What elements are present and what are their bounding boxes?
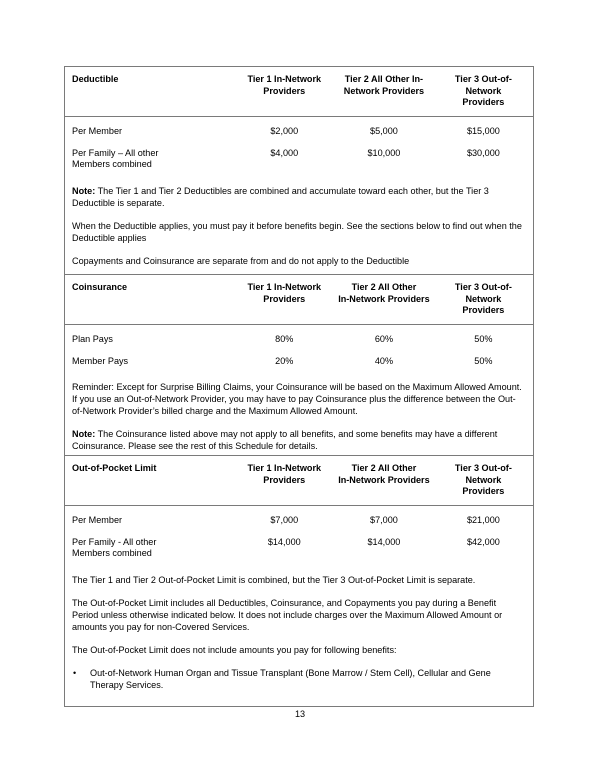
header-line: Tier 2 All Other In- bbox=[344, 74, 424, 84]
header-line: Providers bbox=[263, 474, 306, 485]
header-line: Coinsurance bbox=[72, 282, 128, 292]
header-line: Tier 3 Out-of-Network bbox=[454, 282, 512, 304]
note-lead: Note: bbox=[72, 429, 96, 440]
column-header-tier1 bbox=[234, 67, 334, 116]
note-text: The Out-of-Pocket Limit does not include amounts you pay for following benefits: bbox=[72, 644, 397, 655]
cell-tier2: $7,000 bbox=[370, 514, 398, 525]
column-header-category bbox=[65, 456, 234, 505]
row-label-line: Per Family - All other bbox=[72, 536, 157, 547]
column-header-tier2 bbox=[334, 275, 434, 324]
deductible-table bbox=[65, 67, 533, 173]
table-row bbox=[65, 505, 533, 526]
note-lead: Note: bbox=[72, 186, 96, 197]
page-number: 13 bbox=[294, 709, 306, 719]
table-row bbox=[65, 346, 533, 370]
list-item bbox=[72, 657, 524, 706]
row-label-line: Members combined bbox=[72, 159, 152, 170]
cell-tier2: $10,000 bbox=[367, 147, 401, 158]
row-label bbox=[65, 324, 234, 345]
header-line: Out-of-Pocket Limit bbox=[72, 463, 157, 473]
column-header-tier2 bbox=[334, 67, 434, 116]
column-header-tier3 bbox=[434, 456, 533, 505]
note-text: The Coinsurance listed above may not apply to all benefits, and some benefits may have a different Coinsurance. Please see the rest of this Schedule for details. bbox=[72, 429, 498, 451]
cell-tier3: $21,000 bbox=[466, 514, 500, 525]
column-header-tier3 bbox=[434, 275, 533, 324]
cell-tier1: 20% bbox=[275, 355, 294, 366]
cell-tier2: 40% bbox=[374, 355, 394, 366]
table-row bbox=[65, 138, 533, 174]
cell-tier2: 60% bbox=[374, 333, 394, 344]
deductible-section bbox=[64, 66, 534, 280]
cell-tier1: $4,000 bbox=[270, 147, 299, 158]
note-text: The Tier 1 and Tier 2 Out-of-Pocket Limit is combined, but the Tier 3 Out-of-Pocket Limit is separate. bbox=[72, 575, 476, 586]
header-line: Tier 1 In-Network bbox=[247, 463, 322, 473]
cell-tier1: $14,000 bbox=[267, 536, 301, 547]
row-label bbox=[65, 116, 234, 137]
table-row bbox=[65, 324, 533, 345]
column-header-tier3 bbox=[434, 67, 533, 116]
note-paragraph bbox=[72, 562, 524, 587]
out-of-pocket-limit-section bbox=[64, 455, 534, 707]
cell-tier2: $5,000 bbox=[370, 125, 398, 136]
row-label bbox=[65, 346, 234, 370]
header-line: Providers bbox=[263, 85, 306, 96]
cell-tier3: 50% bbox=[474, 333, 493, 344]
header-line: Providers bbox=[462, 305, 505, 316]
column-header-tier1 bbox=[234, 275, 334, 324]
bullet-icon: • bbox=[73, 667, 77, 678]
row-label-line: Member Pays bbox=[72, 355, 129, 366]
header-line: Network Providers bbox=[343, 85, 425, 96]
row-label-line: Per Family – All other bbox=[72, 147, 159, 158]
header-line: Tier 2 All Other bbox=[351, 282, 417, 292]
table-header-row bbox=[65, 275, 533, 324]
cell-tier3: $30,000 bbox=[466, 147, 500, 158]
header-line: Tier 1 In-Network bbox=[247, 74, 322, 84]
note-text: Reminder: Except for Surprise Billing Claims, your Coinsurance will be based on the Maximum Allowed Amount. If you use an Out-of-Network Provider, you may have to pay Coinsurance plus the difference between the Out-of-Network Provider’s billed charge and the Maximum Allowed Amount. bbox=[72, 382, 522, 417]
column-header-category bbox=[65, 67, 234, 116]
cell-tier2: $14,000 bbox=[367, 536, 401, 547]
note-text: The Tier 1 and Tier 2 Deductibles are combined and accumulate toward each other, but the Tier 3 Deductible is separate. bbox=[72, 186, 489, 209]
note-paragraph bbox=[72, 173, 524, 210]
table-row bbox=[65, 527, 533, 563]
header-line: Providers bbox=[462, 97, 505, 108]
header-line: Providers bbox=[462, 486, 505, 497]
table-header-row bbox=[65, 456, 533, 505]
cell-tier3: $42,000 bbox=[466, 536, 500, 547]
header-line: In-Network Providers bbox=[338, 293, 430, 304]
out-of-pocket-limit-notes bbox=[65, 562, 533, 705]
column-header-tier1 bbox=[234, 456, 334, 505]
note-text: The Out-of-Pocket Limit includes all Deductibles, Coinsurance, and Copayments you pay during a Benefit Period unless otherwise indicated below. It does not include charges over the Maximum Allowed Amount or amounts you pay for non-Covered Services. bbox=[72, 598, 503, 632]
cell-tier3: $15,000 bbox=[466, 125, 500, 136]
row-label bbox=[65, 505, 234, 526]
cell-tier1: $7,000 bbox=[270, 514, 299, 525]
header-line: In-Network Providers bbox=[338, 474, 430, 485]
deductible-notes bbox=[65, 173, 533, 279]
note-text: Copayments and Coinsurance are separate from and do not apply to the Deductible bbox=[72, 255, 410, 266]
row-label-line: Per Member bbox=[72, 514, 123, 525]
row-label-line: Plan Pays bbox=[72, 333, 113, 344]
row-label bbox=[65, 527, 234, 563]
header-line: Providers bbox=[263, 293, 306, 304]
header-line: Tier 1 In-Network bbox=[247, 282, 322, 292]
note-paragraph bbox=[72, 369, 524, 418]
note-paragraph bbox=[72, 634, 524, 657]
list-item-text: Out-of-Network Human Organ and Tissue Transplant (Bone Marrow / Stem Cell), Cellular and Gene Therapy Services. bbox=[90, 667, 491, 690]
note-text: When the Deductible applies, you must pay it before benefits begin. See the sections below to find out when the Deductible applies bbox=[72, 220, 522, 243]
note-paragraph bbox=[72, 587, 524, 634]
row-label-line: Per Member bbox=[72, 125, 123, 136]
header-line: Tier 3 Out-of-Network bbox=[454, 463, 512, 485]
column-header-category bbox=[65, 275, 234, 324]
row-label-line: Members combined bbox=[72, 548, 152, 559]
table-header-row bbox=[65, 67, 533, 116]
header-line: Tier 2 All Other bbox=[351, 463, 417, 473]
cell-tier1: 80% bbox=[275, 333, 294, 344]
coinsurance-notes bbox=[65, 369, 533, 464]
out-of-pocket-limit-table bbox=[65, 456, 533, 562]
cell-tier1: $2,000 bbox=[270, 125, 299, 136]
row-label bbox=[65, 138, 234, 174]
note-paragraph bbox=[72, 210, 524, 245]
coinsurance-table bbox=[65, 275, 533, 369]
table-row bbox=[65, 116, 533, 137]
coinsurance-section bbox=[64, 274, 534, 465]
column-header-tier2 bbox=[334, 456, 434, 505]
header-line: Tier 3 Out-of-Network bbox=[454, 74, 512, 96]
cell-tier3: 50% bbox=[474, 355, 493, 366]
header-line: Deductible bbox=[72, 74, 119, 84]
